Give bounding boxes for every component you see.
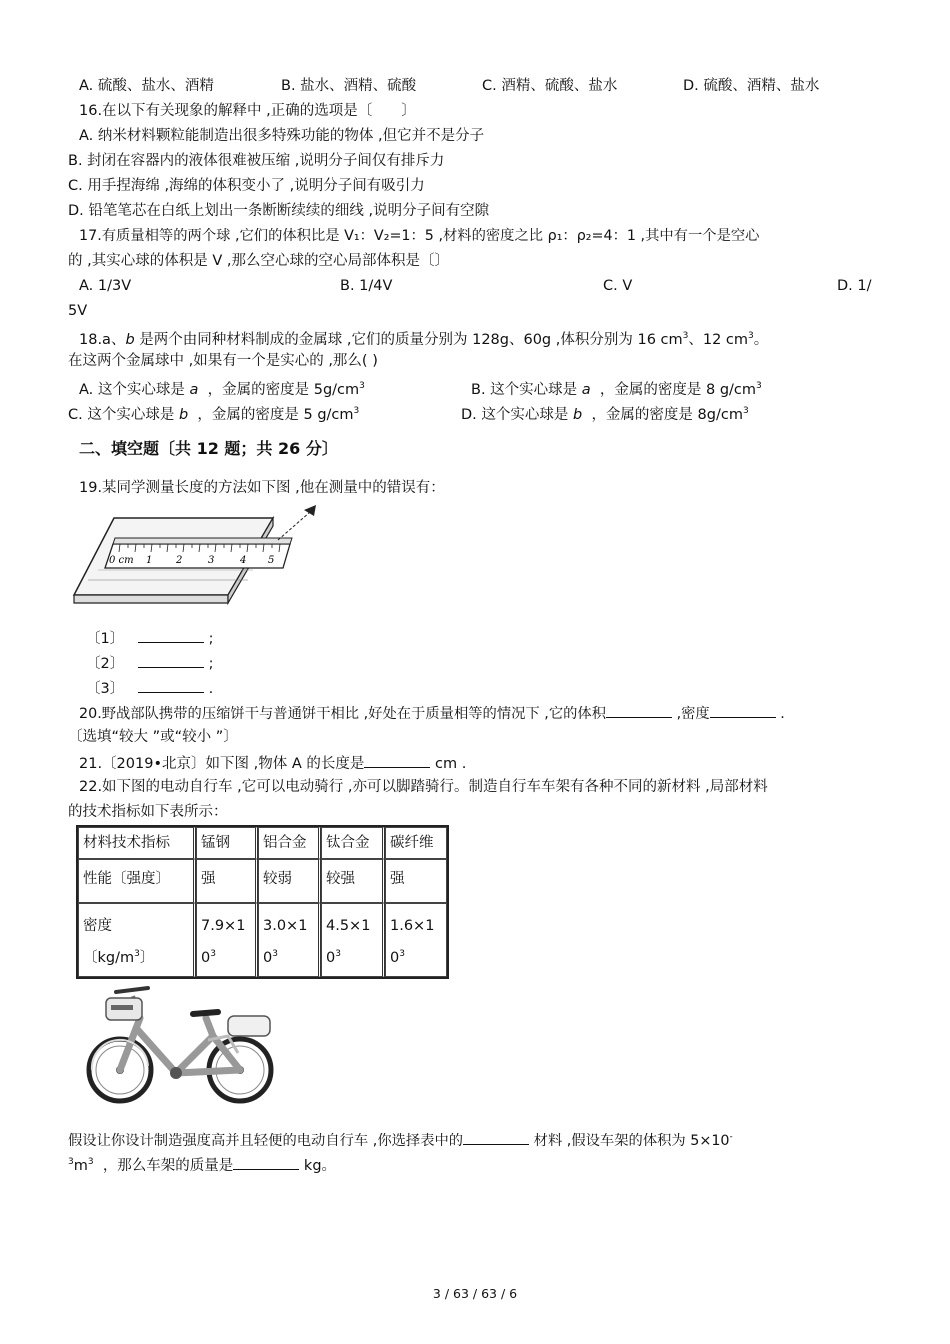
material-spec-table: [76, 825, 449, 979]
table-cell-density: 4.5×1 $0^3$: [321, 903, 385, 977]
q18-option-a: A. 这个实心球是 a ，金属的密度是 $5g/cm^3$: [79, 381, 365, 398]
table-cell-density: 3.0×1 $0^3$: [258, 903, 321, 977]
q18-option-b: B. 这个实心球是 a ，金属的密度是 8 $g/cm^3$: [471, 381, 762, 398]
ruler-label-4: 4: [240, 555, 247, 566]
q16-option-c: C. 用手捏海绵 ,海绵的体积变小了 ,说明分子间有吸引力: [68, 178, 425, 194]
eye-icon: [304, 505, 316, 516]
q16-option-a: A. 纳米材料颗粒能制造出很多特殊功能的物体 ,但它并不是分子: [79, 128, 485, 144]
table-row: [78, 859, 447, 903]
q22-stem-line1: 22.如下图的电动自行车 ,它可以电动骑行 ,亦可以脚踏骑行。制造自行车车架有各种不同的新材料 ,局部材料: [79, 779, 768, 795]
q15-option-d: D. 硫酸、酒精、盐水: [683, 78, 820, 94]
q18-option-d: D. 这个实心球是 b ，金属的密度是 $8g/cm^3$: [461, 406, 749, 423]
q20-stem: 20.野战部队携带的压缩饼干与普通饼干相比 ,好处在于质量相等的情况下 ,它的体积 ,密度 .: [79, 702, 785, 724]
q22-answer-line1: 假设让你设计制造强度高并且轻便的电动自行车 ,你选择表中的 材料 ,假设车架的体积为 5×10-: [68, 1127, 733, 1151]
table-header-cell: 碳纤维: [385, 827, 447, 859]
q19-item-2: 〔2〕 ;: [86, 652, 214, 674]
table-cell-density-label: 密度 〔$kg/m^3$〕: [78, 903, 196, 977]
electric-bicycle-icon: [78, 978, 288, 1110]
q17-option-a: A. 1/3V: [79, 278, 132, 294]
ruler-label-5: 5: [268, 555, 275, 566]
page-number: 3 / 63 / 63 / 6: [432, 1286, 518, 1301]
q15-option-b: B. 盐水、酒精、硫酸: [281, 78, 417, 94]
q15-option-c: C. 酒精、硫酸、盐水: [482, 78, 618, 94]
q15-option-a: A. 硫酸、盐水、酒精: [79, 78, 214, 94]
q17-option-d: D. 1/: [837, 278, 872, 294]
q18-option-c: C. 这个实心球是 b ，金属的密度是 5 $g/cm^3$: [68, 406, 360, 423]
q19-blank-3[interactable]: [138, 677, 204, 693]
q17-stem-line2: 的 ,其实心球的体积是 V ,那么空心球的空心局部体积是〔〕: [68, 253, 449, 269]
table-row: [78, 827, 447, 859]
table-cell-density: 1.6×1 $0^3$: [385, 903, 447, 977]
q22-stem-line2: 的技术指标如下表所示：: [68, 804, 228, 820]
q18-stem-line1: 18.a、b 是两个由同种材料制成的金属球 ,它们的质量分别为 128g、60g ,体积分别为 16 $cm^3$、12 $cm^3$。: [79, 331, 769, 348]
ruler-measurement-figure: [68, 500, 330, 612]
table-header-cell: 材料技术指标: [78, 827, 196, 859]
q21-stem: 21.〔2019•北京〕如下图 ,物体 A 的长度是 cm .: [79, 752, 466, 774]
table-cell: 性能〔强度〕: [78, 859, 196, 903]
section-title-fill-in: 二、填空题〔共 12 题；共 26 分〕: [79, 439, 338, 458]
q17-option-d-cont: 5V: [68, 303, 88, 319]
q22-blank-mass[interactable]: [233, 1154, 299, 1170]
q20-blank-volume[interactable]: [606, 702, 672, 718]
table-cell: 较强: [321, 859, 385, 903]
table-header-cell: 锰钢: [196, 827, 258, 859]
table-cell: 强: [385, 859, 447, 903]
table-cell: 较弱: [258, 859, 321, 903]
q19-item-3: 〔3〕 .: [86, 677, 213, 699]
ruler-label-0: 0 cm: [109, 555, 134, 566]
q16-option-d: D. 铅笔笔芯在白纸上划出一条断断续续的细线 ,说明分子间有空隙: [68, 203, 490, 219]
q20-blank-density[interactable]: [710, 702, 776, 718]
table-header-cell: 铝合金: [258, 827, 321, 859]
q17-stem-line1: 17.有质量相等的两个球 ,它们的体积比是 V₁：V₂=1：5 ,材料的密度之比 ρ₁：ρ₂=4：1 ,其中有一个是空心: [79, 228, 760, 244]
table-row: [78, 903, 447, 977]
table-cell: 强: [196, 859, 258, 903]
q16-option-b: B. 封闭在容器内的液体很难被压缩 ,说明分子间仅有排斥力: [68, 153, 445, 169]
q17-option-b: B. 1/4V: [340, 278, 393, 294]
q20-hint: 〔选填“较大 ”或“较小 ”〕: [68, 729, 238, 745]
q21-blank-length[interactable]: [364, 752, 430, 768]
q19-blank-1[interactable]: [138, 627, 204, 643]
q18-stem-line2: 在这两个金属球中 ,如果有一个是实心的 ,那么( ): [68, 353, 378, 369]
q19-item-1: 〔1〕 ;: [86, 627, 214, 649]
q22-answer-line2: $^3m^3$ ，那么车架的质量是 kg。: [68, 1152, 336, 1176]
table-cell-density: 7.9×1 $0^3$: [196, 903, 258, 977]
ruler-label-3: 3: [208, 555, 215, 566]
q17-option-c: C. V: [603, 278, 633, 294]
table-header-cell: 钛合金: [321, 827, 385, 859]
ruler-label-2: 2: [176, 555, 183, 566]
q22-blank-material[interactable]: [463, 1129, 529, 1145]
q19-stem: 19.某同学测量长度的方法如下图 ,他在测量中的错误有：: [79, 480, 445, 496]
q19-blank-2[interactable]: [138, 652, 204, 668]
q16-stem: 16.在以下有关现象的解释中 ,正确的选项是〔 〕: [79, 103, 416, 119]
ruler-label-1: 1: [146, 555, 153, 566]
